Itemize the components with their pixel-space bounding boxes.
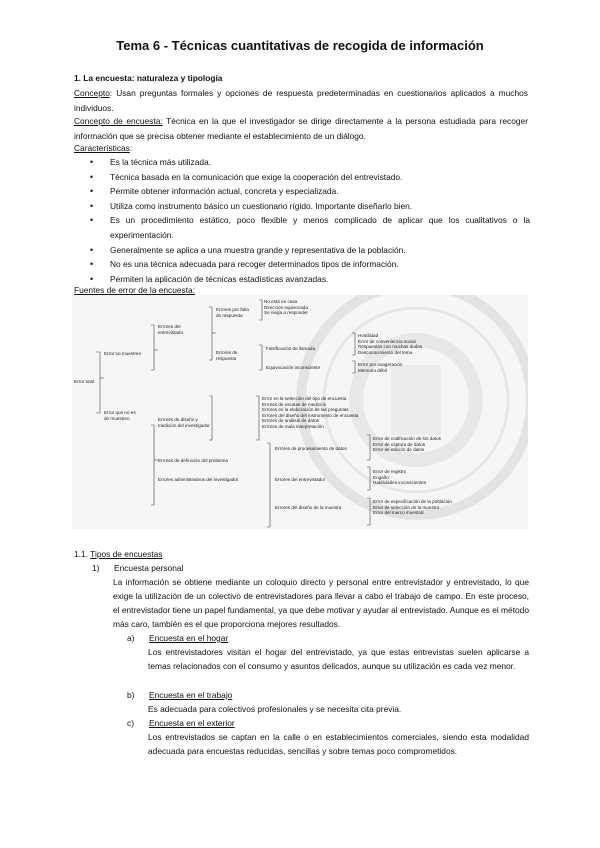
node-label-line2: entrevistado (158, 329, 184, 335)
diagram-leaf: Error de captura de datos (373, 441, 426, 447)
list-item: • No es una técnica adecuada para recoger determinados tipos de información. (74, 257, 530, 272)
diagram-leaf: Dirección equivocada (264, 304, 308, 310)
error-no-muestreo-node (104, 351, 141, 357)
errores-falta-respuesta-node (216, 307, 249, 318)
errores-definicion-node: Errores de definición del problema (158, 458, 228, 463)
node-label: Errores del (158, 324, 181, 329)
item-title: Encuesta en el hogar (149, 633, 229, 643)
concepto-label: Concepto (74, 88, 110, 98)
list-marker: 1) (92, 563, 100, 573)
diagram-leaf: Se niega a responder (264, 310, 308, 316)
encuesta-hogar-text: Los entrevistadores visitan el hogar del entrevistado, ya que estas entrevistas suelen aplicarse a temas relacionados con el consumo y asuntos delicados, aunque su utilización es cada vez menor. (148, 647, 529, 671)
diagram-leaf: Errores de escalas de medición (262, 401, 327, 407)
errores-entrevistado-node (158, 324, 183, 335)
diagram-leaf: Error de codificación de los datos (373, 436, 441, 441)
encuesta-exterior-item (127, 716, 235, 730)
diagram-leaf: Error de edición de datos (373, 447, 425, 453)
caracteristicas-colon: : (129, 143, 133, 153)
node-label: Error no muestreo (104, 351, 142, 356)
list-item: • Generalmente se aplica a una muestra grande y representativa de la población. (74, 243, 530, 258)
diseno-items (262, 396, 358, 430)
node-label-line2: medición del investigador (158, 422, 210, 428)
diagram-leaf: Habilidades inconscientes (373, 480, 427, 486)
diagram-leaf: Errores en la elaboración de las preguntas (262, 407, 349, 413)
diagram-leaf: Error en la selección del tipo de encuesta (262, 396, 347, 401)
diagram-leaf: No está en casa (264, 299, 298, 304)
diagram-leaf: Errores de análisis de datos (262, 418, 319, 424)
root-node (74, 379, 94, 385)
list-item: • Técnica basada en la comunicación que exige la cooperación del entrevistado. (74, 170, 530, 185)
encuesta-trabajo-text: Es adecuada para colectivos profesionales y se necesita cita previa. (148, 704, 402, 714)
concepto-encuesta-text: Técnica en la que el investigador se dirige directamente a la persona estudiada para recoger información que se precisa obtener mediante el establecimiento de un diálogo. (74, 116, 528, 141)
entrevistador-items (373, 469, 426, 486)
list-item: • Es la técnica más utilizada. (74, 155, 530, 170)
node-label: Error que no es (104, 410, 136, 415)
item-title: Encuesta personal (114, 563, 184, 573)
errores-entrevistador-node: Errores del entrevistador (275, 477, 326, 482)
diagram-leaf: Error de selección de la muestra (373, 504, 440, 510)
node-label: Errores de diseño y (158, 417, 198, 422)
errores-procesamiento-node: Errores de procesamiento de datos (275, 446, 347, 451)
diagram-leaf: Respuestas con muchas dudas (358, 344, 423, 350)
concepto-encuesta-label: Concepto de encuesta: (74, 116, 163, 126)
root-label: Error total (74, 379, 95, 384)
node-label: Errores por falta (216, 307, 249, 312)
encuesta-hogar-item (127, 631, 228, 645)
caracteristicas-label: Características (74, 143, 130, 153)
section-heading: 1. La encuesta: naturaleza y tipología (74, 73, 223, 83)
heading-text: Tipos de encuestas (90, 549, 163, 559)
error-sources-diagram (72, 295, 528, 529)
list-item: • Permiten la aplicación de técnicas estadísticas avanzadas. (74, 272, 530, 287)
encuesta-trabajo-item (127, 688, 232, 702)
node-label: Errores de (216, 350, 238, 355)
fuentes-error-heading: Fuentes de error de la encuesta: (74, 285, 196, 295)
list-marker: c) (127, 718, 134, 728)
list-marker: b) (127, 690, 135, 700)
diagram-leaf: Errores de mala interpretación (262, 423, 324, 429)
falsificacion-items (358, 333, 422, 355)
page-title: Tema 6 - Técnicas cuantitativas de recogida de información (116, 38, 484, 53)
concepto-text: : Usan preguntas formales y opciones de respuesta predeterminadas en cuestionarios aplicados a muchos individuos. (74, 88, 528, 113)
heading-number: 1.1. (74, 549, 91, 559)
diagram-leaf: Error de especificación de la población (373, 499, 452, 504)
diagram-leaf: Hostilidad (358, 333, 379, 338)
list-marker: a) (127, 633, 135, 643)
concepto-paragraph (74, 86, 528, 115)
caracteristicas-list (74, 155, 530, 286)
list-item: • Es un procedimiento estático, poco flexible y menos complicado de aplicar que los cualitativos o la experimentación. (74, 213, 530, 242)
diagram-leaf: Memoria débil (358, 367, 387, 373)
diagram-leaf: Error por exageración (358, 362, 403, 367)
node-label-line2: de muestreo (104, 415, 130, 421)
errores-diseno-node (158, 417, 210, 428)
list-item: • Permite obtener información actual, concreta y especializada. (74, 184, 530, 199)
falta-items (264, 299, 308, 316)
diagram-leaf: Error de conveniencia social (358, 338, 416, 344)
errores-muestra-node: Errores del diseño de la muestra (275, 505, 342, 510)
encuesta-exterior-text: Los entrevistados se captan en la calle o en establecimientos comerciales, siendo esta modalidad adecuada para encuestas reducidas, sencillas y sobre temas poco comprometidos. (148, 732, 529, 756)
node-label-line2: respuesta (216, 355, 237, 361)
falsificacion-node: Falsificación de llamada (266, 346, 316, 351)
list-item: • Utiliza como instrumento básico un cuestionario rígido. Importante diseñarlo bien. (74, 199, 530, 214)
item-title: Encuesta en el exterior (149, 718, 235, 728)
tipos-encuestas-heading (74, 547, 162, 561)
encuesta-personal-text: La información se obtiene mediante un coloquio directo y personal entre entrevistador y entrevistado, lo que exige la utilización de un colectivo de entrevistadores para llevar a cabo el trabajo de campo. En este proceso, el entrevistador tiene un papel fundamental, ya que debe motivar y ayudar al entrevistado. Aunque es el método más caro, también es el que proporciona mejores resultados. (113, 577, 529, 629)
errores-respuesta-node (216, 350, 237, 361)
node-label-line2: de respuesta (216, 312, 243, 318)
equivocacion-node: Equivocación inconsciente (266, 365, 321, 370)
muestra-items (373, 499, 452, 516)
concepto-encuesta-paragraph (74, 114, 528, 143)
diagram-leaf: Engaño (373, 474, 389, 480)
encuesta-personal-item (92, 561, 183, 575)
error-que-no-es-node (104, 410, 136, 421)
procesamiento-items (373, 436, 441, 453)
item-title: Encuesta en el trabajo (149, 690, 233, 700)
diagram-leaf: Desconocimiento del tema (358, 349, 413, 355)
equivocacion-items (358, 362, 402, 373)
diagram-leaf: Errores del diseño del instrumento de encuesta (262, 412, 359, 418)
diagram-leaf: Error de registro (373, 469, 407, 474)
caracteristicas-heading (74, 141, 528, 156)
errores-administrativos-node: Errores administrativos del investigador (158, 477, 239, 482)
diagram-leaf: Error del marco muestral (373, 510, 424, 516)
